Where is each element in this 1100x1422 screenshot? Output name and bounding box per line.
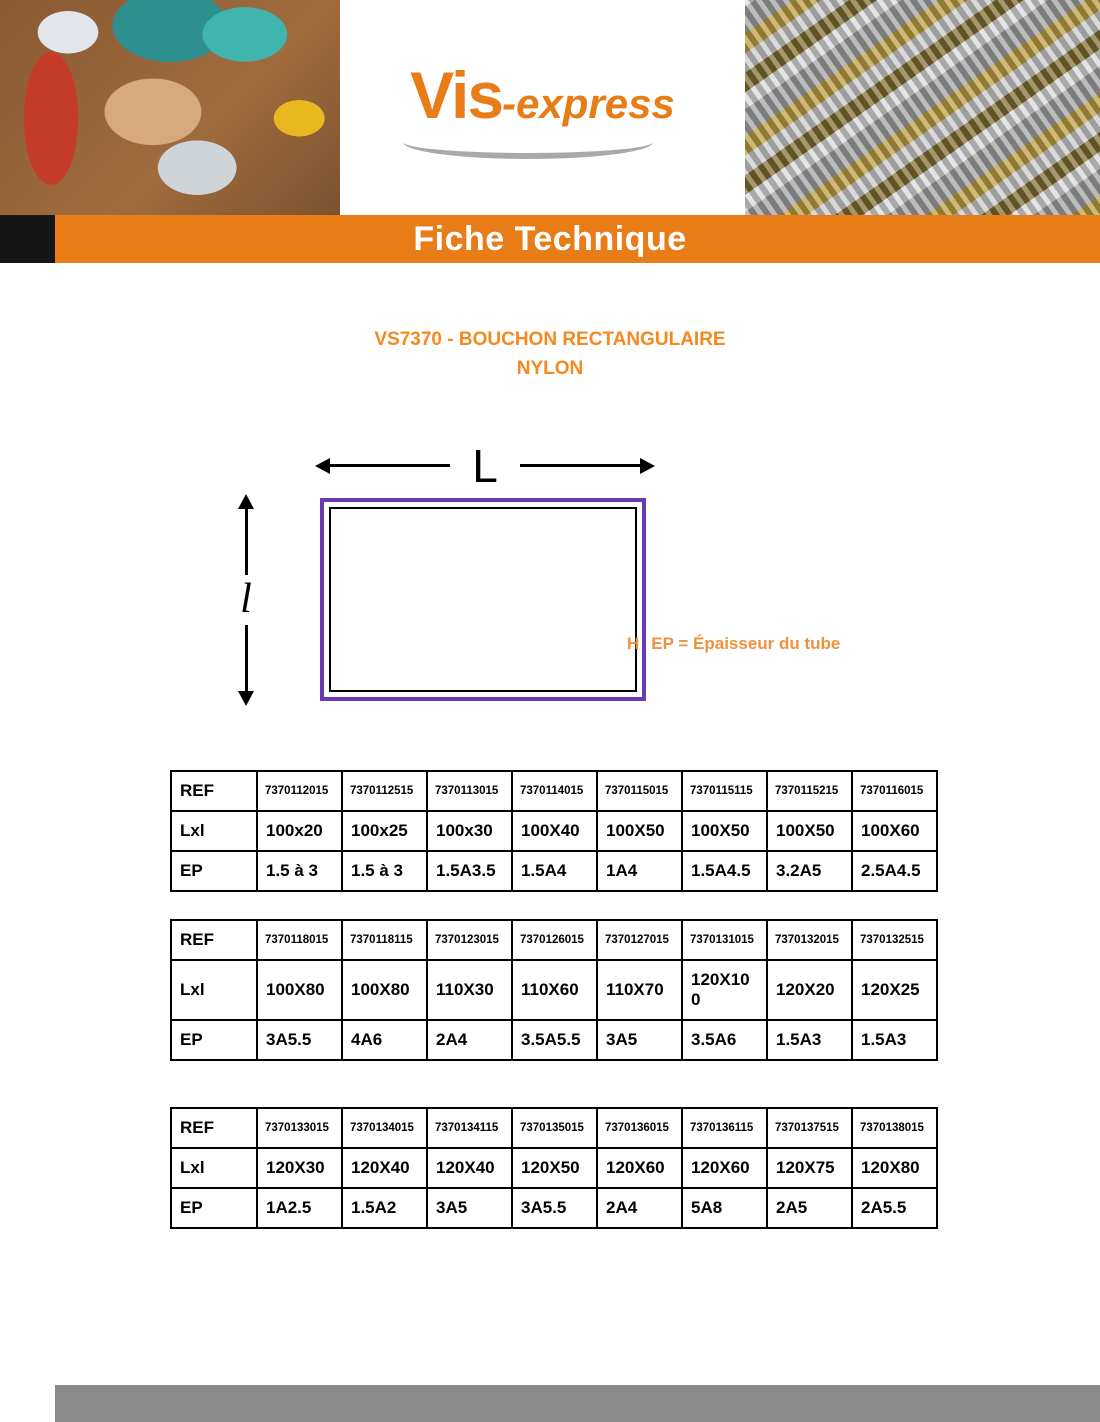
table-cell: 7370123015 bbox=[427, 920, 512, 960]
length-arrow bbox=[315, 439, 655, 492]
table-row bbox=[171, 851, 937, 891]
table-cell: 100X50 bbox=[597, 811, 682, 851]
table-cell: 2.5A4.5 bbox=[852, 851, 937, 891]
table-cell: 120X100 bbox=[682, 960, 767, 1020]
table-cell: 3A5.5 bbox=[257, 1020, 342, 1060]
table-cell: 7370114015 bbox=[512, 771, 597, 811]
table-cell: 7370134115 bbox=[427, 1108, 512, 1148]
table-cell: 7370115115 bbox=[682, 771, 767, 811]
logo-swoosh-icon bbox=[403, 125, 653, 159]
table-cell: 120X25 bbox=[852, 960, 937, 1020]
table-cell: 120X30 bbox=[257, 1148, 342, 1188]
table-cell: 100X80 bbox=[257, 960, 342, 1020]
table-cell: 7370112515 bbox=[342, 771, 427, 811]
row-header: Lxl bbox=[171, 811, 257, 851]
table-cell: 1.5A3 bbox=[852, 1020, 937, 1060]
logo-express: -express bbox=[502, 79, 675, 127]
table-cell: 100X40 bbox=[512, 811, 597, 851]
length-label: L bbox=[472, 439, 498, 492]
table-cell: 7370132515 bbox=[852, 920, 937, 960]
table-cell: 3A5.5 bbox=[512, 1188, 597, 1228]
banner-left-cap bbox=[0, 215, 55, 263]
product-reference: VS7370 - BOUCHON RECTANGULAIRE bbox=[374, 329, 726, 350]
table-cell: 120X60 bbox=[682, 1148, 767, 1188]
table-row bbox=[171, 1108, 937, 1148]
table-cell: 1.5A3 bbox=[767, 1020, 852, 1060]
table-cell: 100X50 bbox=[767, 811, 852, 851]
table-row bbox=[171, 1148, 937, 1188]
table-cell: 7370136115 bbox=[682, 1108, 767, 1148]
table-cell: 3A5 bbox=[427, 1188, 512, 1228]
table-row bbox=[171, 1188, 937, 1228]
table-cell: 1A4 bbox=[597, 851, 682, 891]
table-cell: 1.5A3.5 bbox=[427, 851, 512, 891]
table-row bbox=[171, 960, 937, 1020]
table-cell: 1.5 à 3 bbox=[342, 851, 427, 891]
brand-logo bbox=[340, 0, 745, 215]
table-cell: 120X80 bbox=[852, 1148, 937, 1188]
row-header: Lxl bbox=[171, 1148, 257, 1188]
table-cell: 3.5A6 bbox=[682, 1020, 767, 1060]
table-cell: 7370127015 bbox=[597, 920, 682, 960]
table-cell: 7370134015 bbox=[342, 1108, 427, 1148]
footer-bar bbox=[55, 1385, 1100, 1422]
table-cell: 7370115015 bbox=[597, 771, 682, 811]
table-cell: 100x30 bbox=[427, 811, 512, 851]
photo-tools-workbench bbox=[0, 0, 340, 215]
table-cell: 120X40 bbox=[427, 1148, 512, 1188]
table-cell: 7370137515 bbox=[767, 1108, 852, 1148]
thickness-note bbox=[627, 634, 840, 654]
table-cell: 7370136015 bbox=[597, 1108, 682, 1148]
spec-table-3 bbox=[170, 1107, 938, 1229]
table-cell: 2A4 bbox=[427, 1020, 512, 1060]
table-cell: 7370133015 bbox=[257, 1108, 342, 1148]
table-cell: 100x20 bbox=[257, 811, 342, 851]
table-cell: 3.2A5 bbox=[767, 851, 852, 891]
table-cell: 120X60 bbox=[597, 1148, 682, 1188]
table-cell: 7370135015 bbox=[512, 1108, 597, 1148]
table-cell: 110X70 bbox=[597, 960, 682, 1020]
product-material: NYLON bbox=[516, 358, 584, 380]
table-cell: 100X80 bbox=[342, 960, 427, 1020]
arrowhead-up-icon bbox=[238, 494, 254, 509]
plug-rectangle-inner bbox=[329, 507, 640, 692]
table-cell: 7370126015 bbox=[512, 920, 597, 960]
thickness-note-prefix: H bbox=[627, 633, 640, 653]
table-cell: 110X60 bbox=[512, 960, 597, 1020]
table-cell: 120X75 bbox=[767, 1148, 852, 1188]
thickness-note-text: EP = Épaisseur du tube bbox=[651, 633, 841, 653]
table-cell: 7370112015 bbox=[257, 771, 342, 811]
table-cell: 1.5A4.5 bbox=[682, 851, 767, 891]
table-cell: 5A8 bbox=[682, 1188, 767, 1228]
page-title bbox=[0, 325, 1100, 384]
spec-tables bbox=[170, 770, 936, 1229]
arrowhead-right-icon bbox=[640, 458, 655, 474]
row-header: REF bbox=[171, 920, 257, 960]
table-cell: 110X30 bbox=[427, 960, 512, 1020]
table-cell: 4A6 bbox=[342, 1020, 427, 1060]
arrow-line bbox=[245, 625, 248, 691]
logo-vis: Vis bbox=[410, 57, 503, 132]
plug-rectangle-outer bbox=[320, 498, 646, 701]
row-header: EP bbox=[171, 1020, 257, 1060]
table-cell: 7370138015 bbox=[852, 1108, 937, 1148]
row-header: Lxl bbox=[171, 960, 257, 1020]
spec-table-2 bbox=[170, 919, 938, 1061]
table-cell: 100X50 bbox=[682, 811, 767, 851]
logo-text bbox=[410, 57, 675, 133]
banner-title: Fiche Technique bbox=[413, 219, 687, 258]
table-row bbox=[171, 811, 937, 851]
arrowhead-down-icon bbox=[238, 691, 254, 706]
row-header: EP bbox=[171, 851, 257, 891]
table-cell: 1.5A2 bbox=[342, 1188, 427, 1228]
row-header: EP bbox=[171, 1188, 257, 1228]
width-arrow bbox=[231, 494, 261, 706]
table-cell: 7370113015 bbox=[427, 771, 512, 811]
photo-screws bbox=[745, 0, 1100, 215]
table-cell: 120X40 bbox=[342, 1148, 427, 1188]
table-cell: 120X50 bbox=[512, 1148, 597, 1188]
table-cell: 3.5A5.5 bbox=[512, 1020, 597, 1060]
arrow-line bbox=[330, 464, 450, 467]
spec-table-1 bbox=[170, 770, 938, 892]
header bbox=[0, 0, 1100, 215]
table-cell: 100x25 bbox=[342, 811, 427, 851]
table-cell: 1A2.5 bbox=[257, 1188, 342, 1228]
table-cell: 100X60 bbox=[852, 811, 937, 851]
table-cell: 7370118015 bbox=[257, 920, 342, 960]
table-cell: 1.5 à 3 bbox=[257, 851, 342, 891]
width-label: l bbox=[240, 575, 252, 622]
arrow-line bbox=[245, 509, 248, 575]
table-row bbox=[171, 920, 937, 960]
table-cell: 3A5 bbox=[597, 1020, 682, 1060]
table-row bbox=[171, 771, 937, 811]
dimension-diagram bbox=[0, 428, 1100, 740]
table-row bbox=[171, 1020, 937, 1060]
table-cell: 7370131015 bbox=[682, 920, 767, 960]
row-header: REF bbox=[171, 771, 257, 811]
arrow-line bbox=[520, 464, 640, 467]
table-cell: 7370132015 bbox=[767, 920, 852, 960]
table-cell: 2A4 bbox=[597, 1188, 682, 1228]
arrowhead-left-icon bbox=[315, 458, 330, 474]
table-cell: 7370115215 bbox=[767, 771, 852, 811]
row-header: REF bbox=[171, 1108, 257, 1148]
table-cell: 1.5A4 bbox=[512, 851, 597, 891]
table-cell: 2A5.5 bbox=[852, 1188, 937, 1228]
table-cell: 2A5 bbox=[767, 1188, 852, 1228]
table-cell: 120X20 bbox=[767, 960, 852, 1020]
table-cell: 7370118115 bbox=[342, 920, 427, 960]
banner bbox=[0, 215, 1100, 263]
table-cell: 7370116015 bbox=[852, 771, 937, 811]
